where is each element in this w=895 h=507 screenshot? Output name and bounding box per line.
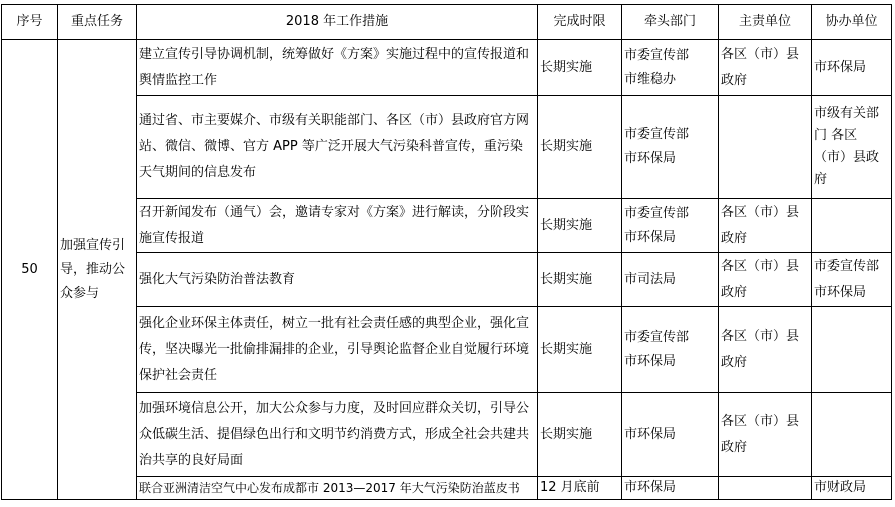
assist-cell: 市级有关部门 各区（市）县政府 xyxy=(812,96,892,199)
lead-dept: 市维稳办 xyxy=(624,71,677,87)
measure-cell: 加强环境信息公开，加大公众参与力度，及时回应群众关切，引导公众低碳生活、提倡绿色出行和文明节约消费方式，形成全社会共建共治共享的良好局面 xyxy=(137,393,538,477)
lead-cell: 市环保局 xyxy=(622,477,719,500)
responsible-cell xyxy=(719,96,812,199)
measure-cell: 召开新闻发布（通气）会，邀请专家对《方案》进行解读，分阶段实施宣传报道 xyxy=(137,199,538,253)
lead-cell xyxy=(622,199,719,253)
measure-cell: 强化企业环保主体责任，树立一批有社会责任感的典型企业，强化宣传，坚决曝光一批偷排漏排的企业，引导舆论监督企业自觉履行环境保护社会责任 xyxy=(137,307,538,393)
measure-cell: 强化大气污染防治普法教育 xyxy=(137,253,538,307)
deadline-cell: 长期实施 xyxy=(538,40,622,96)
lead-dept: 市环保局 xyxy=(624,151,677,166)
table-row xyxy=(2,40,892,96)
header-responsible: 主责单位 xyxy=(719,5,812,40)
lead-dept: 市环保局 xyxy=(624,353,677,369)
assist-cell: 市委宣传部 市环保局 xyxy=(812,253,892,307)
deadline-cell: 12 月底前 xyxy=(538,477,622,500)
lead-cell: 市环保局 xyxy=(622,393,719,477)
assist-cell xyxy=(812,393,892,477)
lead-cell xyxy=(622,40,719,96)
header-task: 重点任务 xyxy=(58,5,137,40)
group-task: 加强宣传引导，推动公众参与 xyxy=(58,40,137,500)
responsible-cell: 各区（市）县政府 xyxy=(719,40,812,96)
measure-cell: 建立宣传引导协调机制，统筹做好《方案》实施过程中的宣传报道和舆情监控工作 xyxy=(137,40,538,96)
responsible-cell: 各区（市）县政府 xyxy=(719,199,812,253)
lead-dept: 市委宣传部 xyxy=(624,329,690,345)
lead-cell: 市司法局 xyxy=(622,253,719,307)
assist-cell xyxy=(812,199,892,253)
lead-cell xyxy=(622,307,719,393)
lead-dept: 市委宣传部 xyxy=(624,127,690,142)
header-measures: 2018 年工作措施 xyxy=(137,5,538,40)
deadline-cell: 长期实施 xyxy=(538,393,622,477)
header-lead: 牵头部门 xyxy=(622,5,719,40)
lead-cell xyxy=(622,96,719,199)
deadline-cell: 长期实施 xyxy=(538,199,622,253)
header-assist: 协办单位 xyxy=(812,5,892,40)
measures-table xyxy=(1,4,892,500)
assist-cell: 市环保局 xyxy=(812,40,892,96)
lead-dept: 市委宣传部 xyxy=(624,205,690,221)
group-seq: 50 xyxy=(2,40,58,500)
header-seq: 序号 xyxy=(2,5,58,40)
responsible-cell: 各区（市）县政府 xyxy=(719,393,812,477)
responsible-cell xyxy=(719,477,812,500)
header-row xyxy=(2,5,892,40)
header-deadline: 完成时限 xyxy=(538,5,622,40)
responsible-cell: 各区（市）县政府 xyxy=(719,307,812,393)
deadline-cell: 长期实施 xyxy=(538,96,622,199)
measure-cell: 通过省、市主要媒介、市级有关职能部门、各区（市）县政府官方网站、微信、微博、官方 APP 等广泛开展大气污染科普宣传，重污染天气期间的信息发布 xyxy=(137,96,538,199)
deadline-cell: 长期实施 xyxy=(538,307,622,393)
measure-cell: 联合亚洲清洁空气中心发布成都市 2013—2017 年大气污染防治蓝皮书 xyxy=(137,477,538,500)
lead-dept: 市环保局 xyxy=(624,229,677,245)
responsible-cell: 各区（市）县政府 xyxy=(719,253,812,307)
assist-cell: 市财政局 xyxy=(812,477,892,500)
lead-dept: 市委宣传部 xyxy=(624,47,690,63)
assist-cell xyxy=(812,307,892,393)
deadline-cell: 长期实施 xyxy=(538,253,622,307)
